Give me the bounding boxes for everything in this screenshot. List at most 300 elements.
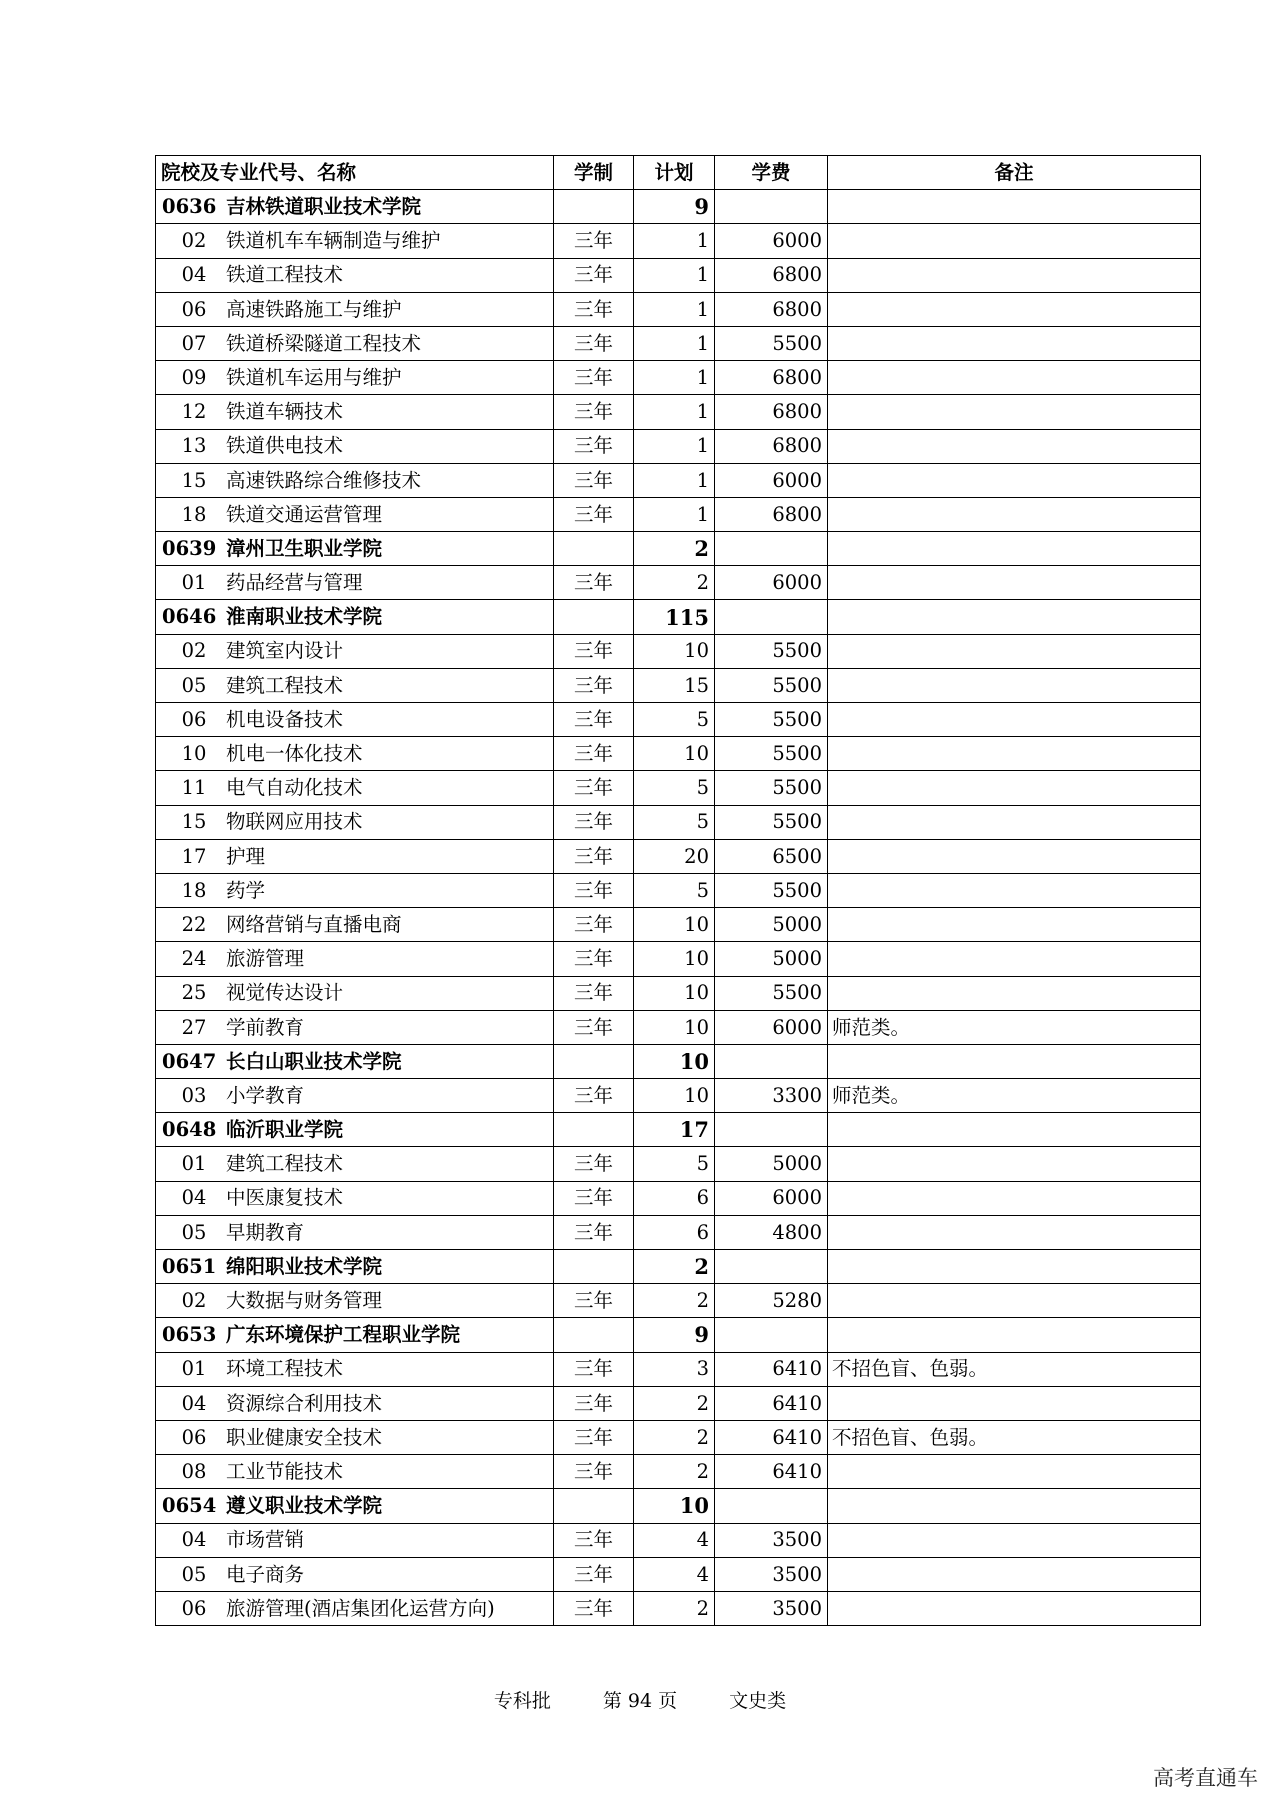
name-cell bbox=[156, 190, 554, 224]
plan-cell: 4 bbox=[634, 1523, 715, 1557]
name-cell bbox=[156, 395, 554, 429]
major-row bbox=[156, 1147, 1201, 1181]
school-code: 0651 bbox=[162, 1254, 217, 1278]
remarks-cell bbox=[828, 1489, 1201, 1523]
duration-cell bbox=[554, 1250, 634, 1284]
major-name: 小学教育 bbox=[226, 1083, 305, 1107]
remarks-cell bbox=[828, 1181, 1201, 1215]
tuition-cell bbox=[715, 1318, 828, 1352]
school-code: 0639 bbox=[162, 536, 217, 560]
remarks-cell bbox=[828, 497, 1201, 531]
name-cell bbox=[156, 873, 554, 907]
plan-cell: 10 bbox=[634, 1010, 715, 1044]
name-cell bbox=[156, 634, 554, 668]
major-name: 建筑工程技术 bbox=[226, 1152, 344, 1176]
duration-cell bbox=[554, 600, 634, 634]
duration-cell: 三年 bbox=[554, 634, 634, 668]
plan-cell: 10 bbox=[634, 737, 715, 771]
major-name: 网络营销与直播电商 bbox=[226, 912, 402, 936]
header-tuition: 学费 bbox=[715, 156, 828, 190]
remarks-cell bbox=[828, 908, 1201, 942]
major-row bbox=[156, 1352, 1201, 1386]
remarks-cell bbox=[828, 1147, 1201, 1181]
duration-cell: 三年 bbox=[554, 258, 634, 292]
tuition-cell: 6500 bbox=[715, 839, 828, 873]
school-name: 遵义职业技术学院 bbox=[226, 1494, 383, 1518]
major-name: 学前教育 bbox=[226, 1015, 305, 1039]
remarks-cell bbox=[828, 873, 1201, 907]
major-code: 01 bbox=[181, 1152, 207, 1176]
remarks-cell bbox=[828, 395, 1201, 429]
plan-cell: 6 bbox=[634, 1181, 715, 1215]
major-code: 13 bbox=[181, 434, 207, 458]
major-row bbox=[156, 497, 1201, 531]
name-cell bbox=[156, 908, 554, 942]
duration-cell: 三年 bbox=[554, 224, 634, 258]
tuition-cell: 6800 bbox=[715, 497, 828, 531]
major-name: 药学 bbox=[226, 878, 266, 902]
remarks-cell bbox=[828, 463, 1201, 497]
major-code: 03 bbox=[181, 1083, 207, 1107]
name-cell bbox=[156, 292, 554, 326]
major-row bbox=[156, 1181, 1201, 1215]
duration-cell: 三年 bbox=[554, 839, 634, 873]
plan-cell: 1 bbox=[634, 395, 715, 429]
remarks-cell bbox=[828, 805, 1201, 839]
remarks-cell bbox=[828, 566, 1201, 600]
major-row bbox=[156, 668, 1201, 702]
name-cell bbox=[156, 1489, 554, 1523]
name-cell bbox=[156, 703, 554, 737]
major-row bbox=[156, 292, 1201, 326]
major-code: 04 bbox=[181, 1528, 207, 1552]
major-row bbox=[156, 258, 1201, 292]
plan-cell: 2 bbox=[634, 1455, 715, 1489]
major-code: 07 bbox=[181, 331, 207, 355]
tuition-cell: 6800 bbox=[715, 429, 828, 463]
name-cell bbox=[156, 326, 554, 360]
major-name: 高速铁路施工与维护 bbox=[226, 297, 402, 321]
duration-cell: 三年 bbox=[554, 668, 634, 702]
major-name: 药品经营与管理 bbox=[226, 571, 363, 595]
name-cell bbox=[156, 497, 554, 531]
name-cell bbox=[156, 771, 554, 805]
name-cell bbox=[156, 1284, 554, 1318]
duration-cell: 三年 bbox=[554, 1147, 634, 1181]
major-code: 06 bbox=[181, 297, 207, 321]
major-code: 01 bbox=[181, 571, 207, 595]
duration-cell: 三年 bbox=[554, 805, 634, 839]
footer-category: 文史类 bbox=[729, 1690, 787, 1712]
school-name: 漳州卫生职业学院 bbox=[226, 536, 383, 560]
tuition-cell: 6800 bbox=[715, 292, 828, 326]
plan-cell: 1 bbox=[634, 361, 715, 395]
major-row bbox=[156, 224, 1201, 258]
major-code: 05 bbox=[181, 1220, 207, 1244]
major-code: 04 bbox=[181, 1186, 207, 1210]
remarks-cell bbox=[828, 668, 1201, 702]
major-row bbox=[156, 737, 1201, 771]
tuition-cell: 6800 bbox=[715, 395, 828, 429]
duration-cell: 三年 bbox=[554, 1420, 634, 1454]
tuition-cell: 5000 bbox=[715, 942, 828, 976]
header-duration: 学制 bbox=[554, 156, 634, 190]
plan-cell: 2 bbox=[634, 1591, 715, 1625]
duration-cell: 三年 bbox=[554, 566, 634, 600]
duration-cell bbox=[554, 532, 634, 566]
major-code: 09 bbox=[181, 365, 207, 389]
tuition-cell: 6410 bbox=[715, 1386, 828, 1420]
tuition-cell bbox=[715, 1489, 828, 1523]
plan-cell: 2 bbox=[634, 532, 715, 566]
duration-cell: 三年 bbox=[554, 942, 634, 976]
school-row bbox=[156, 600, 1201, 634]
major-code: 15 bbox=[181, 468, 207, 492]
name-cell bbox=[156, 976, 554, 1010]
major-name: 市场营销 bbox=[226, 1528, 305, 1552]
plan-cell: 9 bbox=[634, 190, 715, 224]
major-name: 物联网应用技术 bbox=[226, 810, 363, 834]
tuition-cell: 6410 bbox=[715, 1420, 828, 1454]
major-code: 05 bbox=[181, 1562, 207, 1586]
plan-cell: 15 bbox=[634, 668, 715, 702]
duration-cell bbox=[554, 1489, 634, 1523]
tuition-cell bbox=[715, 600, 828, 634]
tuition-cell: 6000 bbox=[715, 1181, 828, 1215]
plan-cell: 10 bbox=[634, 976, 715, 1010]
tuition-cell: 5500 bbox=[715, 737, 828, 771]
tuition-cell bbox=[715, 532, 828, 566]
name-cell bbox=[156, 258, 554, 292]
school-row bbox=[156, 1113, 1201, 1147]
name-cell bbox=[156, 839, 554, 873]
name-cell bbox=[156, 737, 554, 771]
duration-cell: 三年 bbox=[554, 1284, 634, 1318]
major-name: 铁道供电技术 bbox=[226, 434, 344, 458]
school-code: 0648 bbox=[162, 1118, 217, 1142]
tuition-cell: 5000 bbox=[715, 908, 828, 942]
school-row bbox=[156, 190, 1201, 224]
duration-cell: 三年 bbox=[554, 873, 634, 907]
major-row bbox=[156, 1591, 1201, 1625]
duration-cell: 三年 bbox=[554, 497, 634, 531]
major-code: 06 bbox=[181, 1425, 207, 1449]
major-name: 视觉传达设计 bbox=[226, 981, 344, 1005]
major-row bbox=[156, 873, 1201, 907]
footer-batch: 专科批 bbox=[493, 1690, 551, 1712]
major-row bbox=[156, 1420, 1201, 1454]
school-code: 0646 bbox=[162, 605, 217, 629]
major-row bbox=[156, 839, 1201, 873]
tuition-cell: 5500 bbox=[715, 805, 828, 839]
tuition-cell: 5500 bbox=[715, 771, 828, 805]
major-code: 15 bbox=[181, 810, 207, 834]
name-cell bbox=[156, 1557, 554, 1591]
duration-cell: 三年 bbox=[554, 292, 634, 326]
remarks-cell: 师范类。 bbox=[828, 1010, 1201, 1044]
footer-page-number: 第 94 页 bbox=[602, 1690, 678, 1712]
major-code: 18 bbox=[181, 502, 207, 526]
remarks-cell bbox=[828, 1386, 1201, 1420]
tuition-cell: 6000 bbox=[715, 224, 828, 258]
major-row bbox=[156, 1215, 1201, 1249]
major-code: 06 bbox=[181, 1596, 207, 1620]
major-name: 电子商务 bbox=[226, 1562, 305, 1586]
plan-cell: 3 bbox=[634, 1352, 715, 1386]
duration-cell: 三年 bbox=[554, 326, 634, 360]
school-row bbox=[156, 532, 1201, 566]
name-cell bbox=[156, 361, 554, 395]
duration-cell: 三年 bbox=[554, 1591, 634, 1625]
tuition-cell: 6800 bbox=[715, 258, 828, 292]
duration-cell: 三年 bbox=[554, 1352, 634, 1386]
header-remarks: 备注 bbox=[828, 156, 1201, 190]
major-row bbox=[156, 771, 1201, 805]
duration-cell: 三年 bbox=[554, 908, 634, 942]
school-name: 临沂职业学院 bbox=[226, 1118, 344, 1142]
school-code: 0636 bbox=[162, 195, 217, 219]
tuition-cell bbox=[715, 1250, 828, 1284]
school-code: 0654 bbox=[162, 1494, 217, 1518]
major-name: 建筑室内设计 bbox=[226, 639, 344, 663]
header-plan: 计划 bbox=[634, 156, 715, 190]
duration-cell: 三年 bbox=[554, 1181, 634, 1215]
tuition-cell: 6000 bbox=[715, 566, 828, 600]
name-cell bbox=[156, 942, 554, 976]
duration-cell: 三年 bbox=[554, 703, 634, 737]
remarks-cell bbox=[828, 1250, 1201, 1284]
duration-cell: 三年 bbox=[554, 463, 634, 497]
name-cell bbox=[156, 1250, 554, 1284]
major-code: 04 bbox=[181, 263, 207, 287]
major-name: 铁道车辆技术 bbox=[226, 400, 344, 424]
major-name: 资源综合利用技术 bbox=[226, 1391, 383, 1415]
name-cell bbox=[156, 532, 554, 566]
duration-cell: 三年 bbox=[554, 771, 634, 805]
major-code: 17 bbox=[181, 844, 207, 868]
remarks-cell bbox=[828, 1044, 1201, 1078]
table-header-row bbox=[156, 156, 1201, 190]
name-cell bbox=[156, 1215, 554, 1249]
name-cell bbox=[156, 600, 554, 634]
school-row bbox=[156, 1044, 1201, 1078]
tuition-cell: 5000 bbox=[715, 1147, 828, 1181]
tuition-cell: 4800 bbox=[715, 1215, 828, 1249]
name-cell bbox=[156, 1420, 554, 1454]
major-code: 10 bbox=[181, 742, 207, 766]
major-code: 08 bbox=[181, 1459, 207, 1483]
table-body bbox=[156, 190, 1201, 1626]
name-cell bbox=[156, 1010, 554, 1044]
major-code: 18 bbox=[181, 878, 207, 902]
tuition-cell: 5500 bbox=[715, 326, 828, 360]
major-row bbox=[156, 326, 1201, 360]
name-cell bbox=[156, 1591, 554, 1625]
major-name: 机电一体化技术 bbox=[226, 742, 363, 766]
plan-cell: 1 bbox=[634, 292, 715, 326]
duration-cell: 三年 bbox=[554, 1386, 634, 1420]
name-cell bbox=[156, 224, 554, 258]
plan-cell: 6 bbox=[634, 1215, 715, 1249]
plan-cell: 10 bbox=[634, 1044, 715, 1078]
remarks-cell bbox=[828, 976, 1201, 1010]
school-code: 0647 bbox=[162, 1049, 217, 1073]
tuition-cell: 5500 bbox=[715, 976, 828, 1010]
major-name: 铁道机车车辆制造与维护 bbox=[226, 229, 441, 253]
duration-cell bbox=[554, 1318, 634, 1352]
tuition-cell: 3300 bbox=[715, 1079, 828, 1113]
plan-cell: 2 bbox=[634, 1284, 715, 1318]
name-cell bbox=[156, 463, 554, 497]
major-code: 04 bbox=[181, 1391, 207, 1415]
major-name: 铁道桥梁隧道工程技术 bbox=[226, 331, 422, 355]
major-code: 12 bbox=[181, 400, 207, 424]
duration-cell bbox=[554, 190, 634, 224]
major-code: 22 bbox=[181, 912, 207, 936]
major-name: 铁道机车运用与维护 bbox=[226, 365, 402, 389]
remarks-cell bbox=[828, 942, 1201, 976]
watermark-text: 高考直通车 bbox=[1153, 1766, 1258, 1790]
major-row bbox=[156, 1455, 1201, 1489]
remarks-cell bbox=[828, 1557, 1201, 1591]
major-code: 24 bbox=[181, 947, 207, 971]
plan-cell: 1 bbox=[634, 429, 715, 463]
duration-cell: 三年 bbox=[554, 976, 634, 1010]
tuition-cell: 5500 bbox=[715, 703, 828, 737]
tuition-cell: 3500 bbox=[715, 1523, 828, 1557]
plan-cell: 2 bbox=[634, 1420, 715, 1454]
major-code: 02 bbox=[181, 1289, 207, 1313]
plan-cell: 20 bbox=[634, 839, 715, 873]
plan-cell: 2 bbox=[634, 566, 715, 600]
plan-cell: 115 bbox=[634, 600, 715, 634]
major-row bbox=[156, 942, 1201, 976]
major-code: 01 bbox=[181, 1357, 207, 1381]
tuition-cell: 5500 bbox=[715, 668, 828, 702]
major-name: 职业健康安全技术 bbox=[226, 1425, 383, 1449]
plan-cell: 9 bbox=[634, 1318, 715, 1352]
school-row bbox=[156, 1318, 1201, 1352]
plan-cell: 10 bbox=[634, 942, 715, 976]
remarks-cell: 不招色盲、色弱。 bbox=[828, 1352, 1201, 1386]
remarks-cell: 不招色盲、色弱。 bbox=[828, 1420, 1201, 1454]
tuition-cell: 5500 bbox=[715, 634, 828, 668]
name-cell bbox=[156, 1523, 554, 1557]
remarks-cell bbox=[828, 1215, 1201, 1249]
major-row bbox=[156, 908, 1201, 942]
name-cell bbox=[156, 805, 554, 839]
plan-cell: 1 bbox=[634, 224, 715, 258]
duration-cell: 三年 bbox=[554, 1523, 634, 1557]
duration-cell: 三年 bbox=[554, 1455, 634, 1489]
plan-cell: 5 bbox=[634, 873, 715, 907]
major-row bbox=[156, 976, 1201, 1010]
duration-cell: 三年 bbox=[554, 361, 634, 395]
major-name: 旅游管理 bbox=[226, 947, 305, 971]
name-cell bbox=[156, 1044, 554, 1078]
tuition-cell bbox=[715, 1044, 828, 1078]
plan-cell: 5 bbox=[634, 805, 715, 839]
major-row bbox=[156, 703, 1201, 737]
school-row bbox=[156, 1489, 1201, 1523]
name-cell bbox=[156, 1147, 554, 1181]
remarks-cell bbox=[828, 258, 1201, 292]
major-code: 11 bbox=[181, 776, 207, 800]
plan-cell: 1 bbox=[634, 463, 715, 497]
major-name: 高速铁路综合维修技术 bbox=[226, 468, 422, 492]
major-row bbox=[156, 1386, 1201, 1420]
tuition-cell: 3500 bbox=[715, 1557, 828, 1591]
remarks-cell bbox=[828, 771, 1201, 805]
tuition-cell: 5280 bbox=[715, 1284, 828, 1318]
major-row bbox=[156, 1079, 1201, 1113]
major-code: 25 bbox=[181, 981, 207, 1005]
school-name: 绵阳职业技术学院 bbox=[226, 1254, 383, 1278]
remarks-cell bbox=[828, 1284, 1201, 1318]
major-name: 早期教育 bbox=[226, 1220, 305, 1244]
page-footer bbox=[0, 1686, 1280, 1713]
duration-cell: 三年 bbox=[554, 1079, 634, 1113]
major-name: 环境工程技术 bbox=[226, 1357, 344, 1381]
remarks-cell bbox=[828, 190, 1201, 224]
plan-cell: 1 bbox=[634, 326, 715, 360]
name-cell bbox=[156, 1352, 554, 1386]
tuition-cell: 6410 bbox=[715, 1455, 828, 1489]
name-cell bbox=[156, 1318, 554, 1352]
remarks-cell bbox=[828, 1455, 1201, 1489]
name-cell bbox=[156, 1386, 554, 1420]
plan-cell: 1 bbox=[634, 258, 715, 292]
remarks-cell bbox=[828, 224, 1201, 258]
remarks-cell bbox=[828, 1113, 1201, 1147]
plan-cell: 2 bbox=[634, 1250, 715, 1284]
school-name: 吉林铁道职业技术学院 bbox=[226, 195, 422, 219]
remarks-cell bbox=[828, 839, 1201, 873]
plan-cell: 2 bbox=[634, 1386, 715, 1420]
duration-cell: 三年 bbox=[554, 1215, 634, 1249]
duration-cell bbox=[554, 1113, 634, 1147]
name-cell bbox=[156, 1181, 554, 1215]
name-cell bbox=[156, 1079, 554, 1113]
remarks-cell bbox=[828, 292, 1201, 326]
remarks-cell bbox=[828, 1523, 1201, 1557]
major-name: 铁道交通运营管理 bbox=[226, 502, 383, 526]
major-code: 06 bbox=[181, 707, 207, 731]
major-row bbox=[156, 566, 1201, 600]
plan-cell: 5 bbox=[634, 771, 715, 805]
major-name: 大数据与财务管理 bbox=[226, 1289, 383, 1313]
remarks-cell: 师范类。 bbox=[828, 1079, 1201, 1113]
major-code: 02 bbox=[181, 639, 207, 663]
major-name: 中医康复技术 bbox=[226, 1186, 344, 1210]
tuition-cell: 6410 bbox=[715, 1352, 828, 1386]
remarks-cell bbox=[828, 326, 1201, 360]
major-row bbox=[156, 1523, 1201, 1557]
plan-cell: 5 bbox=[634, 1147, 715, 1181]
major-row bbox=[156, 429, 1201, 463]
tuition-cell: 6000 bbox=[715, 463, 828, 497]
major-name: 建筑工程技术 bbox=[226, 673, 344, 697]
major-name: 电气自动化技术 bbox=[226, 776, 363, 800]
duration-cell: 三年 bbox=[554, 429, 634, 463]
major-code: 27 bbox=[181, 1015, 207, 1039]
header-name: 院校及专业代号、名称 bbox=[156, 156, 554, 190]
tuition-cell: 3500 bbox=[715, 1591, 828, 1625]
tuition-cell: 6000 bbox=[715, 1010, 828, 1044]
major-row bbox=[156, 805, 1201, 839]
remarks-cell bbox=[828, 737, 1201, 771]
name-cell bbox=[156, 1455, 554, 1489]
